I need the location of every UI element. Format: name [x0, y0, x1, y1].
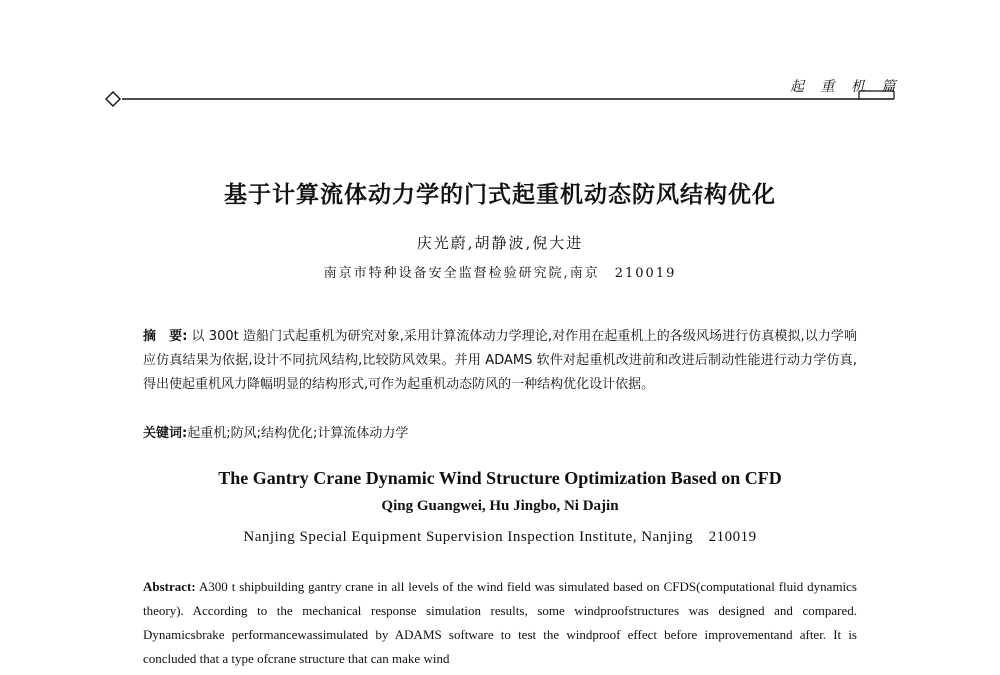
abstract-en [143, 575, 857, 671]
abstract-cn-body: 以 300t 造船门式起重机为研究对象,采用计算流体动力学理论,对作用在起重机上的各级风场进行仿真模拟,以力学响应仿真结果为依据,设计不同抗风结构,比较防风效果。并用 ADAMS 软件对起重机改进前和改进后制动性能进行动力学仿真,得出使起重机风力降幅明显的结构形式,可作为起重机动态防风的一种结构优化设计依据。 [143, 329, 857, 392]
affiliation-en: Nanjing Special Equipment Supervision Inspection Institute, Nanjing 210019 [243, 529, 757, 545]
abstract-en-label: Abstract: [143, 579, 196, 594]
diamond-icon [106, 92, 120, 106]
abstract-cn-label: 摘 要: [143, 329, 188, 344]
abstract-cn [143, 325, 857, 397]
keywords-cn [143, 422, 857, 446]
header-rule [104, 90, 896, 114]
keywords-cn-body: 起重机;防风;结构优化;计算流体动力学 [187, 426, 409, 441]
diamond-rule-graphic [104, 90, 896, 114]
header-section-label: 起 重 机 篇 [790, 79, 902, 95]
authors-cn: 庆光蔚,胡静波,倪大进 [416, 234, 584, 252]
paper-title-en: The Gantry Crane Dynamic Wind Structure Optimization Based on CFD [218, 468, 782, 488]
keywords-cn-label: 关键词: [143, 426, 188, 441]
authors-en: Qing Guangwei, Hu Jingbo, Ni Dajin [381, 498, 619, 514]
abstract-en-body: A300 t shipbuilding gantry crane in all levels of the wind field was simulated based on CFDS(computational fluid dynamics theory). According to the mechanical response simulation results, some windproofstructures was designed and compared. Dynamicsbrake performancewassimulated by ADAMS software to test the windproof effect before improvementand after. It is concluded that a type ofcrane structure that can make wind [143, 579, 857, 666]
paper-title-cn: 基于计算流体动力学的门式起重机动态防风结构优化 [224, 182, 776, 208]
affiliation-cn: 南京市特种设备安全监督检验研究院,南京 210019 [323, 266, 677, 281]
